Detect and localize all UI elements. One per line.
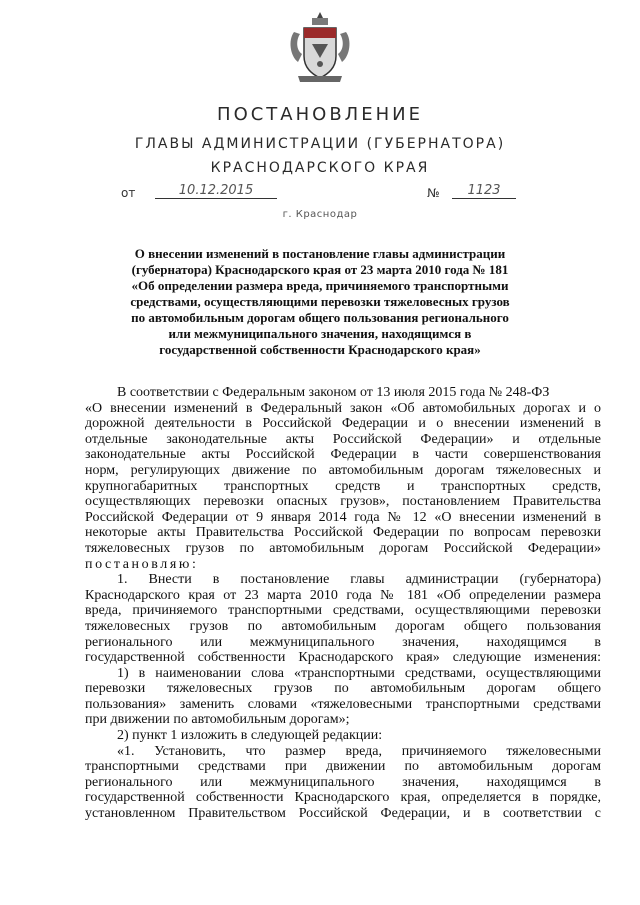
date-value: 10.12.2015 xyxy=(155,183,277,199)
body-line: 1. Внести в постановление главы администрации (губернатора) xyxy=(117,572,601,588)
issuer-heading: ГЛАВЫ АДМИНИСТРАЦИИ (ГУБЕРНАТОРА) xyxy=(134,136,506,152)
title-line: средствами, осуществляющими перевозки тяжеловесных грузов xyxy=(130,294,510,309)
title-line: «Об определении размера вреда, причиняемого транспортными xyxy=(131,278,509,293)
title-line: или межмуниципального значения, находящимся в xyxy=(168,326,472,341)
title-line: О внесении изменений в постановление главы администрации xyxy=(134,246,506,261)
body-line: Краснодарского края от 23 марта 2010 года № 181 «Об определении размера xyxy=(85,587,601,603)
city: г. Краснодар xyxy=(282,209,358,220)
body-line: норм, регулирующих движение по автомобильным дорогам тяжеловесных и xyxy=(85,462,601,478)
body-line: законодательные акты Российской Федерации в части совершенствования xyxy=(85,447,601,463)
document-body xyxy=(85,385,601,822)
body-line: транспортными средствами при движении по автомобильным дорогам xyxy=(85,759,601,775)
body-line: перевозки тяжеловесных грузов по автомобильным дорогам общего xyxy=(85,681,601,697)
body-line: тяжеловесных грузов по автомобильным дорогам Российской Федерации» xyxy=(85,540,601,556)
number-value: 1123 xyxy=(452,183,516,199)
body-line: осуществляющих перевозки опасных грузов», постановлением Правительства xyxy=(85,494,601,510)
body-line: В соответствии с Федеральным законом от 13 июля 2015 года № 248-ФЗ xyxy=(117,385,550,400)
number-prefix: № xyxy=(427,186,440,200)
body-line: крупногабаритных транспортных средств и транспортных средств, xyxy=(85,478,601,494)
body-line: 1) в наименовании слова «транспортными средствами, осуществляющими xyxy=(117,665,601,681)
body-line: вреда, причиняемого транспортными средствами, осуществляющими перевозки xyxy=(85,603,601,619)
body-line: Российской Федерации от 9 января 2014 года № 12 «О внесении изменений в xyxy=(85,509,601,525)
title-line: государственной собственности Краснодарского края» xyxy=(159,342,481,357)
body-line: «1. Установить, что размер вреда, причиняемого тяжеловесными xyxy=(117,743,601,759)
date-prefix: от xyxy=(121,186,136,200)
body-line: при движении по автомобильным дорогам»; xyxy=(85,712,350,728)
body-line: некоторые акты Правительства Российской Федерации по вопросам перевозки xyxy=(85,525,601,541)
body-line: установленном Правительством Российской Федерации, и в соответствии с xyxy=(85,806,601,822)
body-line: тяжеловесных грузов по автомобильным дорогам общего пользования xyxy=(85,618,601,634)
body-line: 2) пункт 1 изложить в следующей редакции: xyxy=(117,728,383,744)
body-line: государственной собственности Краснодарского края» следующие изменения: xyxy=(85,650,601,666)
coat-of-arms-icon xyxy=(288,10,352,86)
body-line: дорожной деятельности в Российской Федерации и о внесении изменений в xyxy=(85,416,601,432)
body-line: государственной собственности Краснодарского края, определяется в порядке, xyxy=(85,790,601,806)
body-line: пользования» заменить словами «тяжеловесными транспортными средствами xyxy=(85,696,601,712)
body-line: регионального или межмуниципального значения, находящимся в xyxy=(85,634,601,650)
body-line: постановляю: xyxy=(85,556,199,572)
body-line: отдельные законодательные акты Российской Федерации» и отдельные xyxy=(85,431,601,447)
doc-type-heading: ПОСТАНОВЛЕНИЕ xyxy=(217,104,423,125)
document-title xyxy=(120,246,520,358)
body-line: «О внесении изменений в Федеральный закон «Об автомобильных дорогах и о xyxy=(85,400,601,416)
title-line: (губернатора) Краснодарского края от 23 марта 2010 года № 181 xyxy=(131,262,509,277)
title-line: по автомобильным дорогам общего пользования регионального xyxy=(131,310,509,325)
body-line: регионального или межмуниципального значения, находящимся в xyxy=(85,774,601,790)
region-heading: КРАСНОДАРСКОГО КРАЯ xyxy=(210,160,430,176)
